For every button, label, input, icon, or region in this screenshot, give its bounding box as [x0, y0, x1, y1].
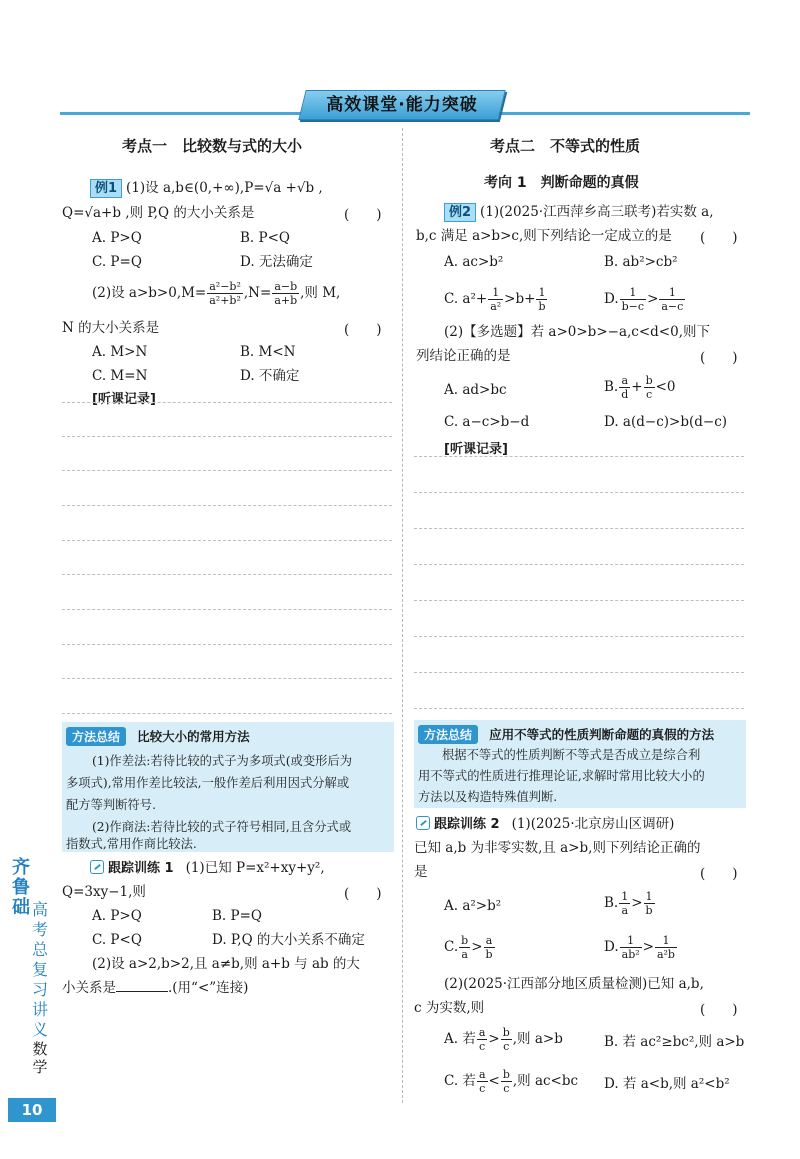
- option-a: A. a²>b²: [444, 898, 502, 914]
- method-line: (2)作商法:若待比较的式子符号相同,且含分式或: [92, 820, 352, 834]
- example-2-part-2: (2)【多选题】若 a>0>b>−a,c<d<0,则下: [444, 324, 710, 340]
- writing-line: [414, 672, 744, 673]
- column-divider: [402, 128, 403, 1103]
- practice-1-part-2-line-2: 小关系是 .(用“<”连接): [62, 980, 249, 996]
- writing-line: [414, 492, 744, 493]
- practice-2: 跟踪训练 2 (1)(2025·北京房山区调研): [416, 814, 674, 835]
- option-c: C. P<Q: [92, 932, 142, 948]
- option-a: A. P>Q: [92, 908, 142, 924]
- answer-blank[interactable]: [116, 991, 168, 992]
- subsection-title: 考向 1 判断命题的真假: [484, 175, 639, 191]
- example-1-line-2: Q=√a+b ,则 P,Q 的大小关系是: [62, 205, 255, 221]
- method-summary-title: 比较大小的常用方法: [137, 729, 250, 744]
- option-d: D. a(d−c)>b(d−c): [604, 414, 728, 430]
- method-summary-box: [414, 720, 746, 808]
- method-line: 指数式,常用作商比较法.: [66, 837, 197, 851]
- method-summary-tag: 方法总结: [418, 725, 478, 744]
- answer-paren: ( ): [344, 322, 382, 338]
- writing-line: [62, 540, 392, 541]
- option-b: B. P=Q: [212, 908, 262, 924]
- option-d: D. 无法确定: [240, 254, 313, 270]
- example-2-line-2: b,c 满足 a>b>c,则下列结论一定成立的是: [416, 228, 672, 244]
- option-d: D. $\frac{1}{b-c}$ > $\frac{1}{a-c}$: [604, 286, 684, 313]
- option-c: C. 若 $\frac{a}{c}$ < $\frac{b}{c}$ ,则 ac<bc: [444, 1068, 579, 1095]
- option-a: A. ad>bc: [444, 382, 507, 398]
- writing-line: [62, 402, 392, 403]
- example-2-tag: 例2: [444, 203, 476, 222]
- series-title: 高考总复习讲义: [31, 900, 48, 1039]
- practice-1-line-2: Q=3xy−1,则: [62, 884, 146, 900]
- option-b: B. ab²>cb²: [604, 254, 678, 270]
- writing-line: [62, 470, 392, 471]
- option-d: D. 若 a<b,则 a²<b²: [604, 1076, 730, 1092]
- option-b: B. 若 ac²≥bc²,则 a>b: [604, 1034, 745, 1050]
- option-a: A. P>Q: [92, 230, 142, 246]
- answer-paren: ( ): [344, 886, 382, 902]
- page-title: 高效课堂·能力突破: [326, 95, 478, 115]
- option-c: C. a−c>b−d: [444, 414, 530, 430]
- answer-paren: ( ): [700, 230, 738, 246]
- writing-line: [62, 436, 392, 437]
- option-c: C. $\frac{b}{a}$ > $\frac{a}{b}$: [444, 934, 493, 961]
- option-a: A. 若 $\frac{a}{c}$ > $\frac{b}{c}$ ,则 a>b: [444, 1026, 563, 1053]
- method-line: (1)作差法:若待比较的式子为多项式(或变形后为: [92, 754, 353, 768]
- option-d: D. P,Q 的大小关系不确定: [212, 932, 365, 948]
- option-b: B. $\frac{a}{d}$ + $\frac{b}{c}$ <0: [604, 374, 676, 401]
- writing-line: [62, 609, 392, 610]
- method-line: 根据不等式的性质判断不等式是否成立是综合利: [442, 748, 701, 762]
- pencil-icon: [416, 816, 430, 830]
- subject-label: 数学: [32, 1040, 48, 1076]
- practice-1-part-2: (2)设 a>2,b>2,且 a≠b,则 a+b 与 ab 的大: [92, 956, 360, 972]
- writing-line: [414, 708, 744, 709]
- example-1-tag: 例1: [90, 179, 122, 198]
- section-title-right: 考点二 不等式的性质: [490, 137, 641, 155]
- option-b: B. $\frac{1}{a}$ > $\frac{1}{b}$: [604, 890, 653, 917]
- method-summary-title: 应用不等式的性质判断命题的真假的方法: [489, 727, 715, 742]
- writing-line: [414, 528, 744, 529]
- method-summary-box: [62, 722, 394, 852]
- example-1-part-2: (2)设 a>b>0,M= $\frac{\text{a²−b²}}{\text{a²+b²}}$ ,N= $\frac{a-b}{a+b}$ ,则 M,: [92, 280, 341, 307]
- brand-logo: 齐鲁础: [12, 857, 30, 918]
- writing-line: [62, 574, 392, 575]
- writing-line: [414, 564, 744, 565]
- option-a: A. ac>b²: [444, 254, 504, 270]
- answer-paren: ( ): [700, 350, 738, 366]
- option-c: C. M=N: [92, 368, 148, 384]
- notes-label: [听课记录]: [444, 442, 508, 457]
- writing-line: [414, 600, 744, 601]
- writing-line: [62, 713, 392, 714]
- option-b: B. M<N: [240, 344, 296, 360]
- option-a: A. M>N: [92, 344, 148, 360]
- answer-paren: ( ): [700, 1002, 738, 1018]
- fraction-n: $\frac{a-b}{a+b}$: [274, 280, 298, 307]
- example-1-part-2-line-2: N 的大小关系是: [62, 320, 160, 336]
- answer-paren: ( ): [700, 866, 738, 882]
- pencil-icon: [90, 860, 104, 874]
- notes-label: [听课记录]: [92, 392, 156, 407]
- option-d: D. 不确定: [240, 368, 300, 384]
- example-2-line-1: 例2 (1)(2025·江西萍乡高三联考)若实数 a,: [444, 202, 713, 222]
- method-line: 多项式),常用作差比较法,一般作差后利用因式分解或: [66, 776, 350, 790]
- writing-line: [62, 505, 392, 506]
- page-number: 10: [8, 1098, 56, 1122]
- method-line: 配方等判断符号.: [66, 798, 156, 812]
- practice-2-part-2: (2)(2025·江西部分地区质量检测)已知 a,b,: [444, 976, 704, 992]
- method-line: 用不等式的性质进行推理论证,求解时常用比较大小的: [418, 769, 705, 783]
- example-1-line-1: 例1 (1)设 a,b∈(0,+∞),P=√a +√b ,: [90, 178, 323, 198]
- section-title-left: 考点一 比较数与式的大小: [122, 137, 303, 155]
- writing-line: [62, 644, 392, 645]
- fraction-m: $\frac{\text{a²−b²}}{\text{a²+b²}}$: [209, 280, 241, 307]
- option-d: D. $\frac{1}{\text{ab²}}$ > $\frac{1}{\text{a²b}}$: [604, 934, 675, 961]
- writing-line: [414, 636, 744, 637]
- practice-2-part-2-line-2: c 为实数,则: [414, 1000, 485, 1016]
- option-c: C. a²+ $\frac{1}{\text{a²}}$ >b+ $\frac{1}{b}$: [444, 286, 546, 313]
- method-line: 方法以及构造特殊值判断.: [418, 790, 558, 804]
- option-b: B. P<Q: [240, 230, 290, 246]
- practice-1: 跟踪训练 1 (1)已知 P=x²+xy+y²,: [90, 858, 325, 879]
- example-2-part-2-line-2: 列结论正确的是: [416, 348, 511, 364]
- practice-2-line-3: 是: [414, 864, 428, 880]
- method-summary-tag: 方法总结: [66, 727, 126, 746]
- writing-line: [62, 678, 392, 679]
- option-c: C. P=Q: [92, 254, 142, 270]
- writing-line: [414, 456, 744, 457]
- answer-paren: ( ): [344, 207, 382, 223]
- practice-2-line-2: 已知 a,b 为非零实数,且 a>b,则下列结论正确的: [414, 840, 701, 856]
